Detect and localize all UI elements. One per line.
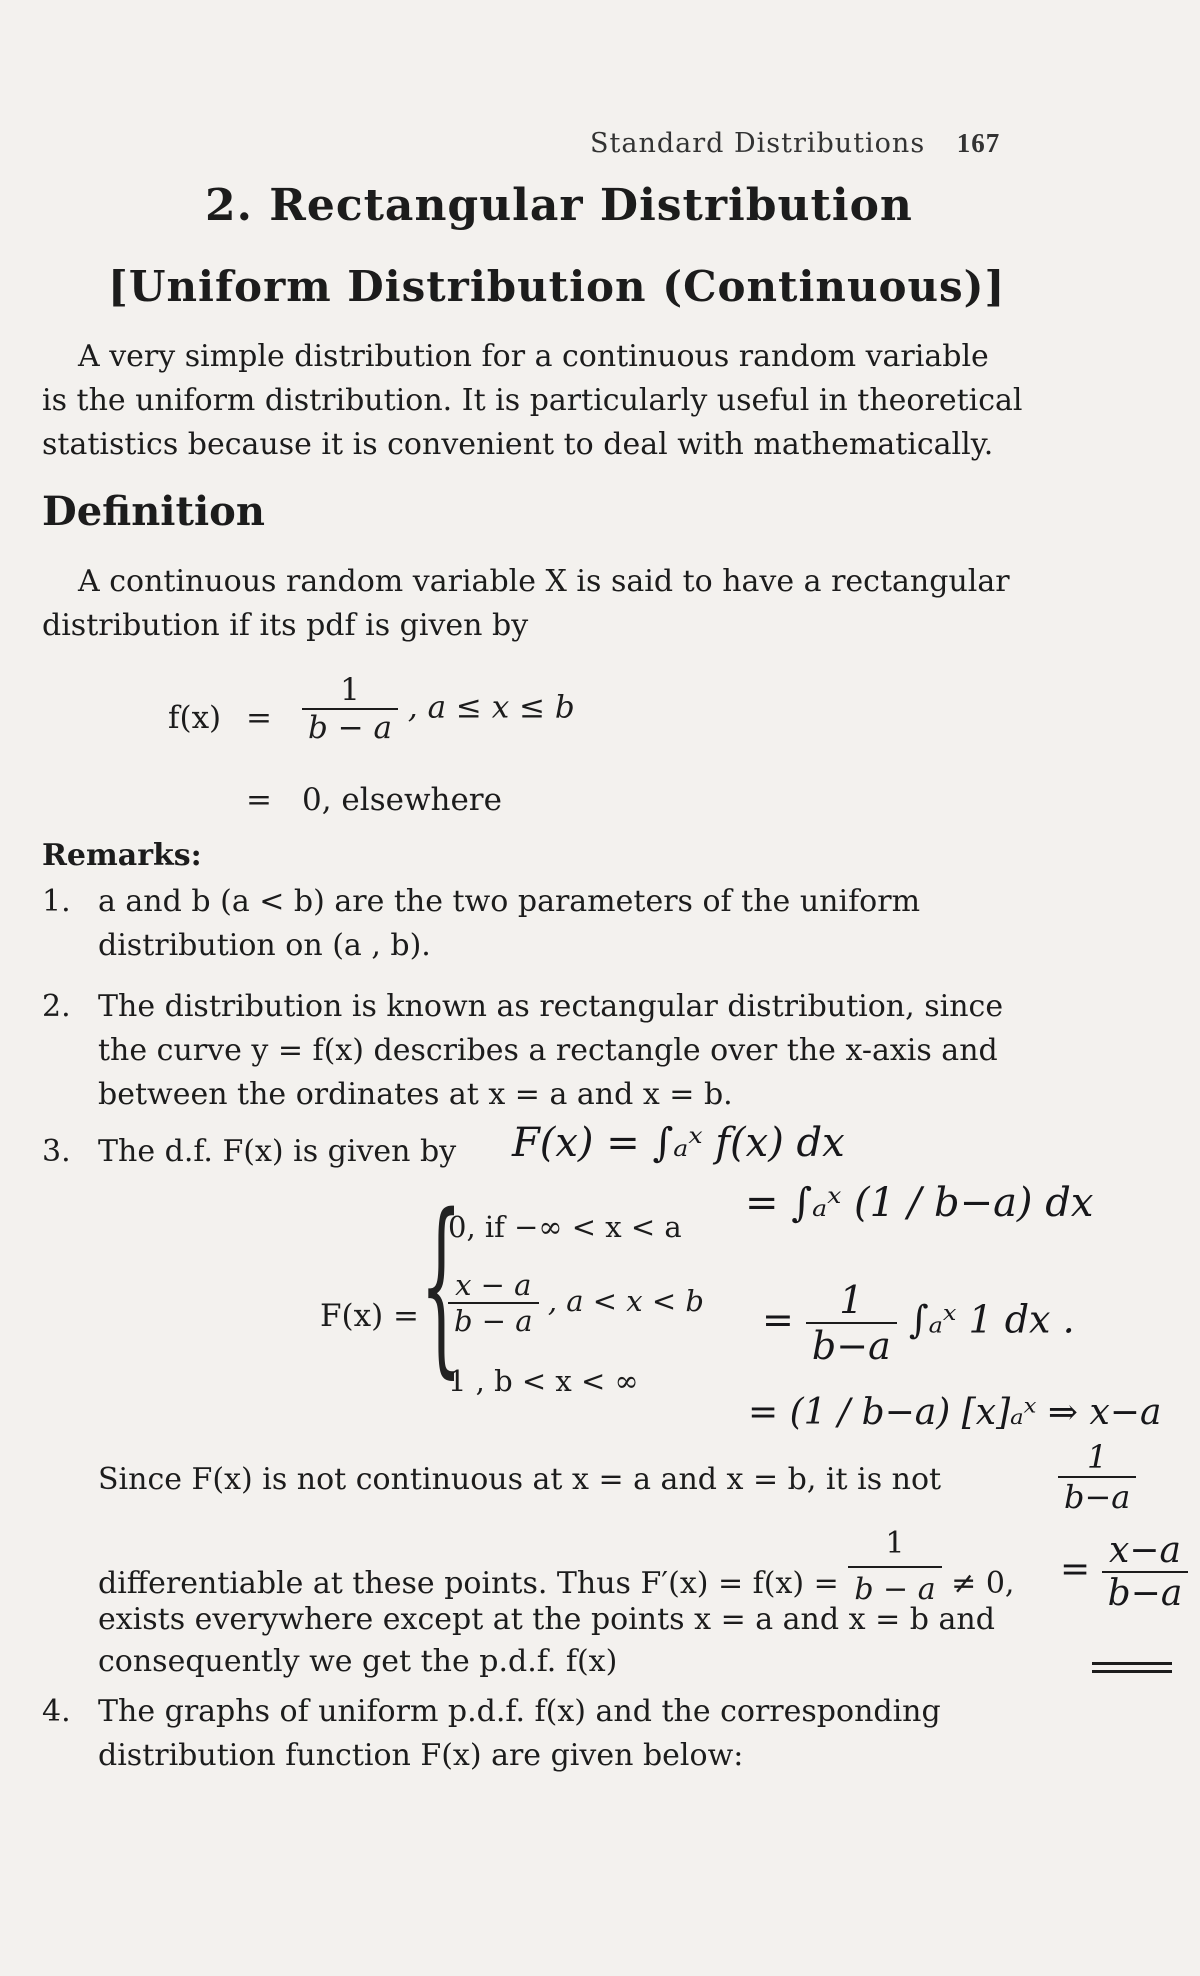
continuity-fraction-denominator: b − a: [854, 1572, 936, 1607]
pdf-lhs: f(x): [168, 700, 222, 736]
definition-line: A continuous random variable X is said to have a rectangular: [78, 564, 1010, 599]
handwritten-small-denominator: b−a: [1064, 1478, 1131, 1516]
intro-line: statistics because it is convenient to deal with mathematically.: [42, 427, 994, 462]
intro-line: is the uniform distribution. It is particularly useful in theoretical: [42, 383, 1023, 418]
continuity-fraction-numerator: 1: [848, 1522, 941, 1568]
remark-line: the curve y = f(x) describes a rectangle over the x-axis and: [98, 1033, 998, 1068]
elsewhere-equals: =: [246, 782, 272, 818]
handwritten-line-1: F(x) = ∫ₐˣ f(x) dx: [512, 1120, 845, 1166]
remark-number: 2.: [42, 989, 71, 1024]
pdf-fraction-numerator: 1: [302, 672, 398, 710]
remark-line: a and b (a < b) are the two parameters of the uniform: [98, 884, 921, 919]
continuity-line-2-end: ≠ 0,: [951, 1566, 1015, 1601]
handwritten-fraction-numerator: 1: [806, 1278, 897, 1324]
intro-line: A very simple distribution for a continuous random variable: [78, 339, 989, 374]
section-title: 2. Rectangular Distribution: [205, 180, 913, 231]
handwritten-fraction-denominator: b−a: [811, 1324, 891, 1368]
cdf-case-2-range: , a < x < b: [547, 1284, 704, 1318]
remark-number: 3.: [42, 1134, 71, 1169]
handwritten-line-3: = $\frac{1}{b-a}$ ∫ₐˣ 1 dx .: [762, 1278, 1075, 1368]
cdf-lhs: F(x) =: [320, 1298, 420, 1334]
definition-line: distribution if its pdf is given by: [42, 608, 529, 643]
cdf-case-1: 0, if −∞ < x < a: [448, 1210, 682, 1244]
intro-paragraph: [42, 335, 1052, 467]
remark-line: The distribution is known as rectangular distribution, since: [98, 989, 1004, 1024]
remark-line: The d.f. F(x) is given by: [98, 1134, 457, 1169]
handwritten-result-denominator: b−a: [1107, 1573, 1183, 1614]
handwritten-result-equals: =: [1060, 1549, 1091, 1590]
pdf-fraction: [302, 672, 575, 746]
remark-number: 1.: [42, 884, 71, 919]
handwritten-result-numerator: x−a: [1102, 1530, 1189, 1573]
remark-line: distribution function F(x) are given below:: [98, 1738, 744, 1773]
handwritten-line-2: = ∫ₐˣ (1 / b−a) dx: [745, 1180, 1094, 1226]
cdf-case-3: 1 , b < x < ∞: [448, 1364, 639, 1398]
handwritten-underline: [1092, 1662, 1172, 1665]
handwritten-line-4: = (1 / b−a) [x]ₐˣ ⇒ x−a: [748, 1392, 1162, 1433]
continuity-line-1: Since F(x) is not continuous at x = a and x = b, it is not: [98, 1462, 942, 1497]
page-number: 167: [956, 128, 1001, 158]
remark-item: [42, 880, 1052, 980]
section-subtitle: [Uniform Distribution (Continuous)]: [108, 262, 1006, 311]
pdf-elsewhere: 0, elsewhere: [302, 782, 502, 818]
remark-number: 4.: [42, 1694, 71, 1729]
handwritten-result: [1060, 1530, 1188, 1614]
cdf-case-2-denominator: b − a: [454, 1304, 533, 1338]
pdf-fraction-denominator: b − a: [308, 710, 393, 746]
cdf-case-2: [448, 1268, 704, 1338]
pdf-equals: =: [246, 700, 272, 736]
remark-line: distribution on (a , b).: [98, 928, 431, 963]
cdf-brace: {: [420, 1174, 463, 1395]
continuity-line-4: consequently we get the p.d.f. f(x): [98, 1644, 618, 1679]
definition-heading: Definition: [42, 488, 265, 535]
header-title: Standard Distributions: [590, 128, 926, 159]
definition-paragraph: [42, 560, 1052, 648]
running-header: [590, 128, 1000, 159]
handwritten-underline: [1092, 1670, 1172, 1673]
pdf-range: , a ≤ x ≤ b: [407, 689, 575, 726]
remark-line: between the ordinates at x = a and x = b.: [98, 1077, 733, 1112]
remark-line: The graphs of uniform p.d.f. f(x) and the corresponding: [98, 1694, 941, 1729]
continuity-line-2-text: differentiable at these points. Thus F′(x) = f(x) =: [98, 1566, 839, 1601]
handwritten-integral: ∫ₐˣ 1 dx .: [908, 1297, 1075, 1342]
remark-item: [42, 985, 1052, 1125]
cdf-case-2-numerator: x − a: [448, 1268, 539, 1304]
handwritten-small-numerator: 1: [1058, 1438, 1136, 1478]
continuity-line-3: exists everywhere except at the points x = a and x = b and: [98, 1602, 995, 1637]
remarks-heading: Remarks:: [42, 838, 202, 873]
handwritten-fraction: [1058, 1438, 1136, 1516]
remark-item: [42, 1690, 1052, 1790]
